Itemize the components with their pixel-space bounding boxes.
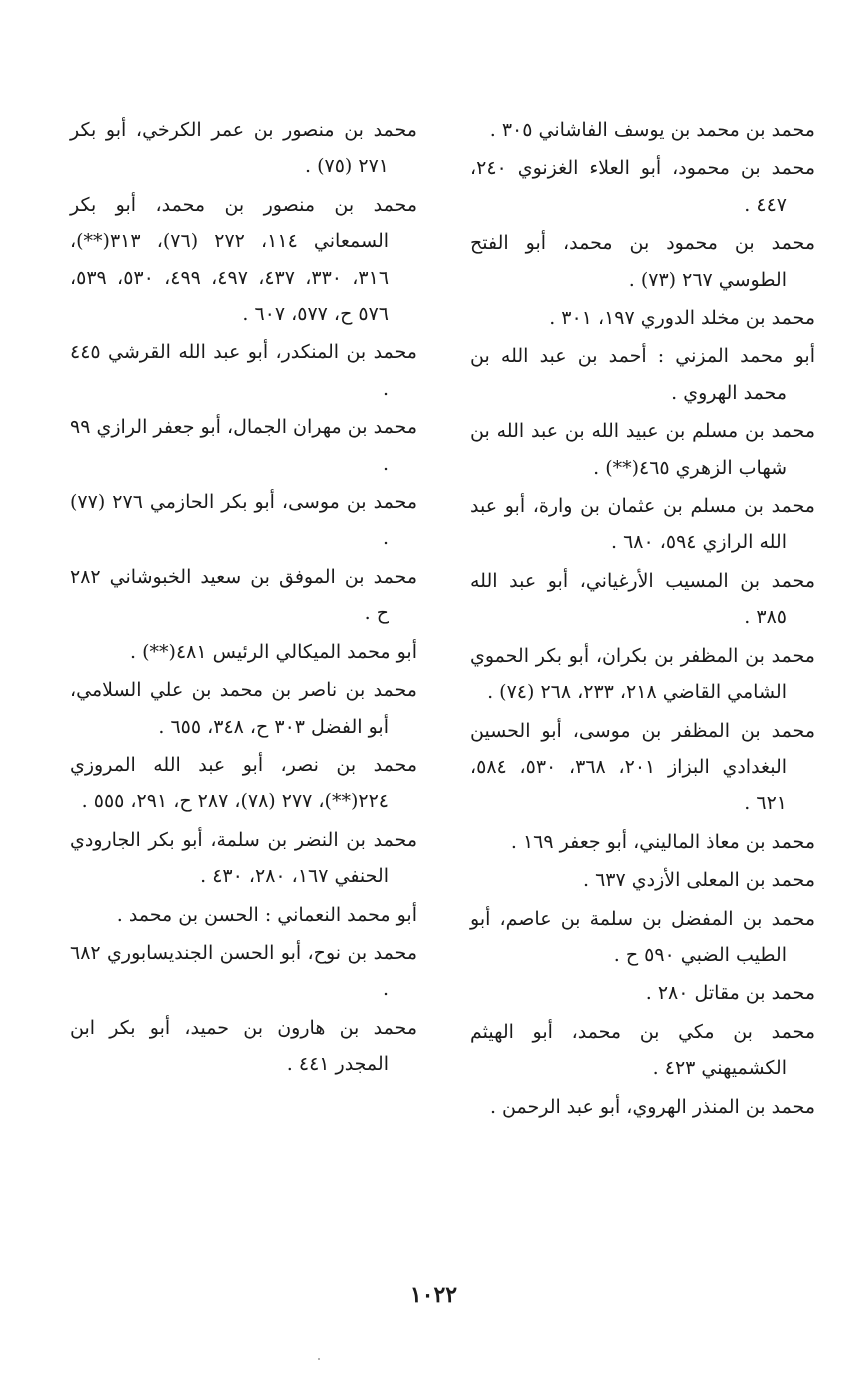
index-entry: محمد بن المفضل بن سلمة بن عاصم، أبو الطيب الضبي ٥٩٠ ح .: [470, 907, 815, 966]
index-entry: محمد بن المظفر بن بكران، أبو بكر الحموي الشامي القاضي ٢١٨، ٢٣٣، ٢٦٨ (٧٤) .: [470, 644, 815, 704]
index-entry: محمد بن نصر، أبو عبد الله المروزي ٢٢٤(**)، ٢٧٧ (٧٨)، ٢٨٧ ح، ٢٩١، ٥٥٥ .: [70, 753, 417, 813]
index-entry: محمد بن المسيب الأرغياني، أبو عبد الله ٣٨٥ .: [470, 569, 815, 629]
index-entry: محمد بن النضر بن سلمة، أبو بكر الجارودي الحنفي ١٦٧، ٢٨٠، ٤٣٠ .: [70, 828, 417, 888]
index-entry: محمد بن مكي بن محمد، أبو الهيثم الكشميهني ٤٢٣ .: [470, 1020, 815, 1080]
index-entry: محمد بن معاذ الماليني، أبو جعفر ١٦٩ .: [510, 830, 815, 853]
index-entry: محمد بن هارون بن حميد، أبو بكر ابن المجدر ٤٤١ .: [70, 1016, 417, 1076]
index-entry: محمد بن الموفق بن سعيد الخبوشاني ٢٨٢ ح .: [70, 565, 417, 625]
page-number: ١٠٢٢: [409, 1282, 458, 1308]
index-entry: محمد بن منصور بن عمر الكرخي، أبو بكر ٢٧١ (٧٥) .: [70, 119, 417, 178]
index-entry: محمد بن المنذر الهروي، أبو عبد الرحمن .: [489, 1095, 815, 1118]
index-entry: محمد بن مسلم بن عثمان بن وارة، أبو عبد الله الرازي ٥٩٤، ٦٨٠ .: [470, 495, 815, 554]
left-column: [70, 112, 417, 1085]
index-entry: محمد بن نوح، أبو الحسن الجنديسابوري ٦٨٢ .: [70, 941, 417, 1001]
index-entry: محمد بن محمود بن محمد، أبو الفتح الطوسي ٢٦٧ (٧٣) .: [470, 232, 815, 291]
index-entry: محمد بن موسى، أبو بكر الحازمي ٢٧٦ (٧٧) .: [70, 491, 417, 550]
index-entry: محمد بن محمود، أبو العلاء الغزنوي ٢٤٠، ٤٤٧ .: [470, 157, 815, 216]
index-entry: محمد بن مسلم بن عبيد الله بن عبد الله بن شهاب الزهري ٤٦٥(**) .: [470, 420, 815, 479]
index-entry: محمد بن مقاتل ٢٨٠ .: [645, 982, 815, 1005]
index-entry: محمد بن مهران الجمال، أبو جعفر الرازي ٩٩ .: [70, 416, 417, 475]
right-column: [470, 112, 815, 1127]
scan-speck: [318, 1358, 320, 1360]
index-entry: محمد بن مخلد الدوري ١٩٧، ٣٠١ .: [549, 307, 815, 330]
index-entry: أبو محمد الميكالي الرئيس ٤٨١(**) .: [130, 640, 417, 663]
index-entry: أبو محمد النعماني : الحسن بن محمد .: [116, 903, 417, 926]
index-entry: محمد بن ناصر بن محمد بن علي السلامي، أبو الفضل ٣٠٣ ح، ٣٤٨، ٦٥٥ .: [70, 679, 417, 738]
index-entry: محمد بن منصور بن محمد، أبو بكر السمعاني ١١٤، ٢٧٢ (٧٦)، ٣١٣(**)، ٣١٦، ٣٣٠، ٤٣٧، ٤٩٧، ٤٩٩، ٥٣٠، ٥٣٩، ٥٧٦ ح، ٥٧٧، ٦٠٧ .: [70, 193, 417, 326]
index-entry: محمد بن المظفر بن موسى، أبو الحسين البغدادي البزاز ٢٠١، ٣٦٨، ٥٣٠، ٥٨٤، ٦٢١ .: [470, 719, 815, 815]
index-entry: محمد بن المنكدر، أبو عبد الله القرشي ٤٤٥ .: [70, 341, 417, 400]
index-entry: أبو محمد المزني : أحمد بن عبد الله بن محمد الهروي .: [470, 345, 815, 404]
index-entry: محمد بن المعلى الأزدي ٦٣٧ .: [583, 869, 815, 892]
index-entry: محمد بن محمد بن يوسف الفاشاني ٣٠٥ .: [489, 119, 815, 141]
